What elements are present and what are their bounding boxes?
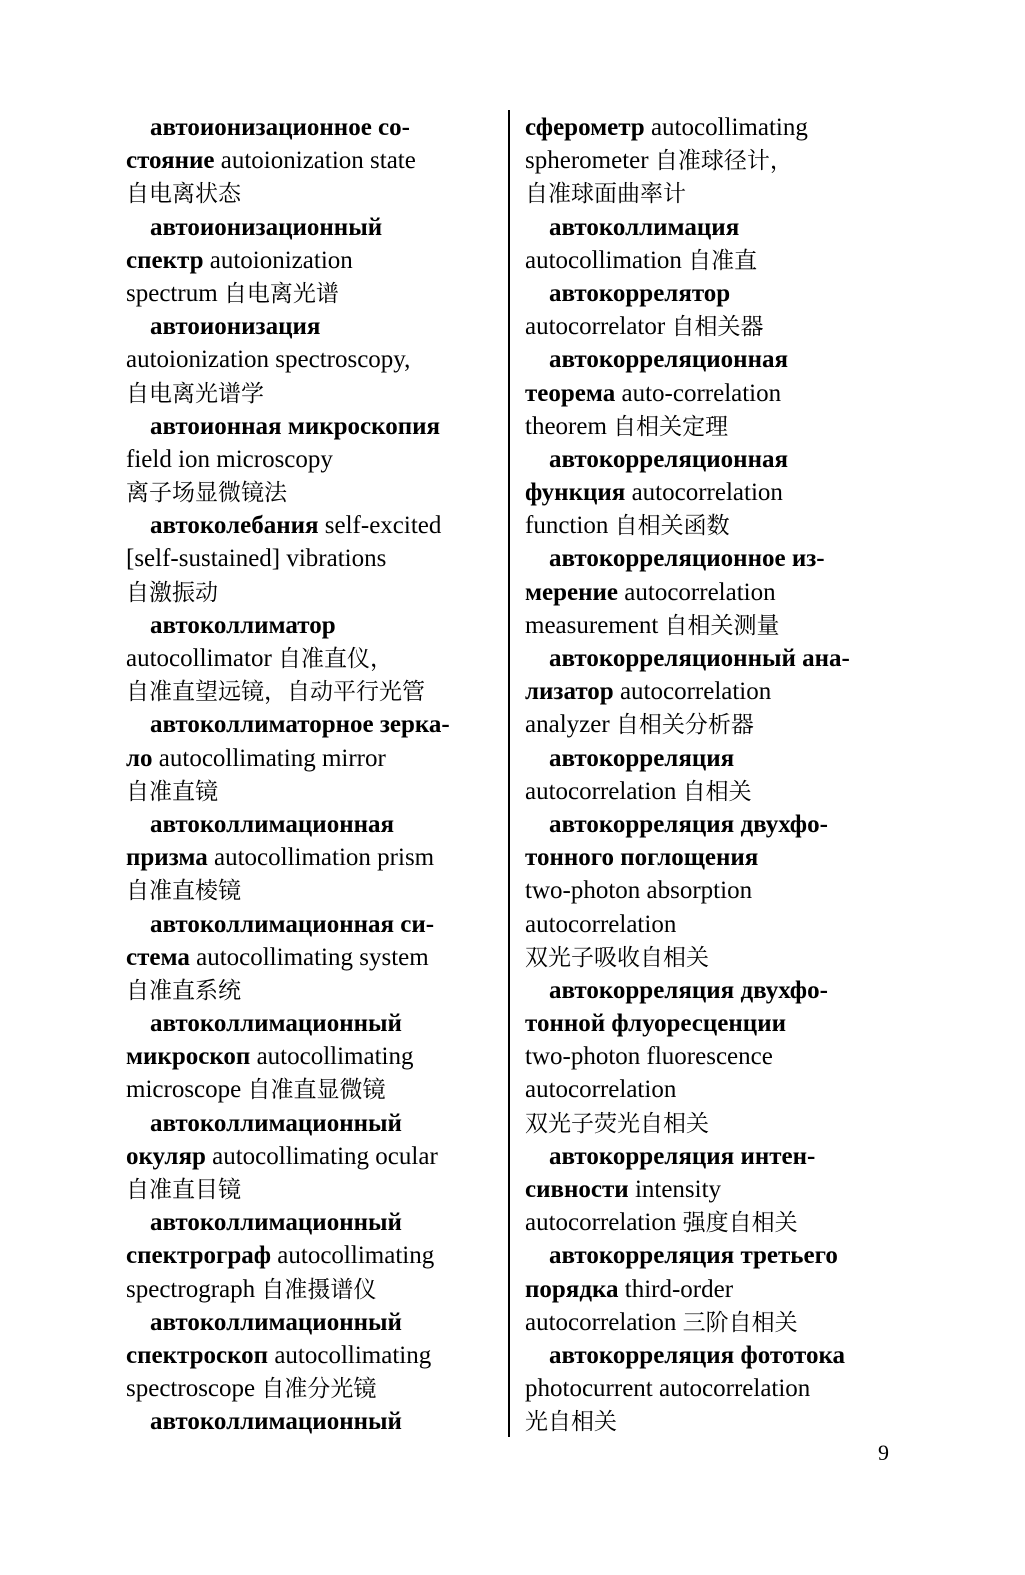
entry-chinese: 强度自相关 <box>682 1210 798 1237</box>
entry-headword: автоионизационное со- <box>150 114 410 141</box>
column-divider <box>508 110 510 1437</box>
entry-chinese: 双光子吸收自相关 <box>525 944 709 971</box>
dictionary-line <box>126 1273 498 1306</box>
dictionary-line <box>525 576 897 609</box>
entry-text: measurement <box>525 611 665 639</box>
dictionary-line <box>126 874 498 907</box>
entry-chinese: 自准球径计， <box>654 148 793 175</box>
entry-text: spherometer <box>525 147 655 175</box>
dictionary-line <box>525 742 897 775</box>
entry-headword: автоионизационный <box>150 213 383 241</box>
entry-text: self-excited <box>318 512 442 540</box>
entry-chinese: 双光子荧光自相关 <box>525 1110 709 1137</box>
entry-text: autocorrelation <box>525 910 677 938</box>
dictionary-line <box>126 1405 498 1438</box>
entry-chinese: 自准摄谱仪 <box>261 1276 377 1303</box>
entry-headword: автокорреляционный ана- <box>549 645 850 672</box>
entry-headword: функция <box>525 479 626 507</box>
dictionary-line <box>126 1306 498 1339</box>
dictionary-line <box>126 144 498 177</box>
dictionary-line <box>126 841 498 874</box>
dictionary-line <box>525 1273 897 1306</box>
entry-headword: автокорреляция двухфо- <box>549 976 828 1004</box>
entry-chinese: 离子场显微镜法 <box>126 480 287 507</box>
dictionary-line <box>525 509 897 542</box>
dictionary-line <box>126 708 498 741</box>
dictionary-line <box>126 1073 498 1106</box>
entry-chinese: 自相关 <box>682 778 752 805</box>
entry-chinese: 自电离光谱 <box>223 280 339 307</box>
dictionary-line <box>126 310 498 343</box>
entry-headword: сивности <box>525 1176 629 1203</box>
entry-headword: автокоррелятор <box>549 279 731 307</box>
entry-headword: автокорреляция третьего <box>549 1242 838 1270</box>
entry-text: autoionization spectroscopy, <box>126 346 411 374</box>
dictionary-line <box>126 1140 498 1173</box>
entry-text: autocollimation prism <box>207 844 435 872</box>
entry-text: autocorrelation <box>618 578 776 606</box>
entry-text: autoionization <box>203 246 353 274</box>
dictionary-line <box>525 443 897 476</box>
entry-headword: автоионная микроскопия <box>150 412 441 440</box>
entry-text: autocorrelation <box>625 479 783 507</box>
entry-text: two-photon fluorescence <box>525 1043 773 1071</box>
dictionary-line <box>525 675 897 708</box>
entry-text: autocollimator <box>126 645 279 672</box>
entry-chinese: 自准球面曲率计 <box>525 181 686 208</box>
dictionary-line <box>126 1007 498 1040</box>
dictionary-line <box>525 542 897 575</box>
dictionary-line <box>126 443 498 476</box>
entry-text: autocorrelation <box>525 1308 683 1336</box>
dictionary-line <box>525 310 897 343</box>
dictionary-line <box>126 1339 498 1372</box>
entry-text: auto-correlation <box>615 379 782 407</box>
dictionary-line <box>126 1107 498 1140</box>
dictionary-line <box>126 974 498 1007</box>
dictionary-line <box>126 642 498 675</box>
dictionary-line <box>126 1206 498 1239</box>
entry-headword: порядка <box>525 1275 619 1303</box>
entry-text: autocollimating <box>268 1341 432 1369</box>
dictionary-line <box>126 244 498 277</box>
dictionary-line <box>525 1306 897 1339</box>
dictionary-line <box>525 1173 897 1206</box>
entry-text: autocorrelation <box>613 678 772 706</box>
dictionary-line <box>126 542 498 575</box>
entry-chinese: 自准直镜 <box>126 778 218 805</box>
entry-headword: спектрограф <box>126 1242 272 1270</box>
entry-headword: автоионизация <box>150 313 321 341</box>
entry-text: analyzer <box>525 711 616 739</box>
dictionary-line <box>525 642 897 675</box>
entry-headword: автоколлимационный <box>150 1408 402 1436</box>
entry-headword: автокорреляция фототока <box>549 1341 846 1369</box>
entry-headword: лизатор <box>525 678 614 706</box>
entry-text: two-photon absorption <box>525 877 753 905</box>
entry-headword: автоколлиматорное зерка- <box>150 711 450 739</box>
entry-headword: мерение <box>525 578 619 606</box>
dictionary-line <box>126 742 498 775</box>
entry-chinese: 自电离光谱学 <box>126 380 264 407</box>
entry-chinese: 自准直目镜 <box>126 1177 241 1203</box>
entry-chinese: 自准直望远镜，自动平行光管 <box>126 679 425 706</box>
entry-text: field ion microscopy <box>126 445 333 473</box>
entry-headword: тонной флуоресценции <box>525 1010 787 1038</box>
entry-text: autocollimating <box>250 1043 414 1071</box>
dictionary-line <box>525 1107 897 1140</box>
page-number: 9 <box>878 1440 889 1465</box>
entry-headword: автокорреляционная <box>549 445 789 473</box>
entry-chinese: 三阶自相关 <box>682 1309 798 1336</box>
entry-headword: автокорреляционная <box>549 346 789 374</box>
dictionary-line <box>525 244 897 277</box>
entry-headword: автоколебания <box>150 512 319 540</box>
entry-headword: автоколлиматор <box>150 611 336 639</box>
dictionary-line <box>126 1173 498 1206</box>
dictionary-line <box>525 277 897 310</box>
dictionary-line <box>525 211 897 244</box>
entry-text: autocollimating mirror <box>152 744 386 772</box>
entry-text: autocollimating ocular <box>205 1142 438 1170</box>
dictionary-line <box>126 1372 498 1405</box>
dictionary-line <box>525 111 897 144</box>
entry-text: autocollimating <box>271 1242 435 1270</box>
dictionary-line <box>126 808 498 841</box>
entry-text: spectrum <box>126 279 224 307</box>
entry-headword: спектроскоп <box>126 1341 269 1369</box>
entry-headword: автокорреляция <box>549 744 735 772</box>
dictionary-line <box>525 1073 897 1106</box>
dictionary-line <box>525 377 897 410</box>
dictionary-line <box>126 343 498 376</box>
dictionary-line <box>525 708 897 741</box>
entry-text: function <box>525 512 615 540</box>
entry-headword: автоколлимационный <box>150 1109 402 1137</box>
entry-chinese: 自准直显微镜 <box>247 1077 386 1104</box>
dictionary-line <box>525 1372 897 1405</box>
dictionary-line <box>525 1206 897 1239</box>
entry-text: autocollimating system <box>189 943 429 971</box>
left-column <box>126 111 498 1439</box>
dictionary-line <box>525 908 897 941</box>
dictionary-line <box>525 343 897 376</box>
entry-text: spectroscope <box>126 1375 262 1403</box>
entry-chinese: 自准直仪， <box>278 646 394 672</box>
entry-text: autocorrelator <box>525 313 672 341</box>
dictionary-line <box>525 1040 897 1073</box>
entry-headword: автокорреляция двухфо- <box>549 810 828 838</box>
entry-headword: ло <box>126 744 153 772</box>
entry-text: autocorrelation <box>525 1076 677 1104</box>
entry-headword: окуляр <box>126 1142 206 1170</box>
dictionary-line <box>525 177 897 210</box>
entry-headword: теорема <box>525 379 616 407</box>
entry-chinese: 自电离状态 <box>126 181 241 208</box>
dictionary-line <box>525 1405 897 1438</box>
dictionary-line <box>525 476 897 509</box>
entry-headword: тонного поглощения <box>525 844 759 872</box>
entry-text: [self-sustained] vibrations <box>126 545 387 573</box>
entry-headword: автоколлимационный <box>150 1010 402 1038</box>
entry-chinese: 自准直棱镜 <box>126 878 241 905</box>
entry-chinese: 自相关器 <box>671 314 764 341</box>
dictionary-line <box>126 1239 498 1272</box>
dictionary-line <box>525 1339 897 1372</box>
entry-chinese: 自相关测量 <box>664 612 780 639</box>
entry-headword: автоколлимационный <box>150 1209 402 1237</box>
dictionary-line <box>126 277 498 310</box>
dictionary-line <box>525 841 897 874</box>
dictionary-line <box>126 509 498 542</box>
dictionary-line <box>525 808 897 841</box>
entry-text: theorem <box>525 412 614 440</box>
dictionary-line <box>126 410 498 443</box>
entry-headword: микроскоп <box>126 1043 251 1071</box>
entry-text: intensity <box>628 1176 722 1203</box>
dictionary-line <box>525 941 897 974</box>
entry-headword: автокорреляционное из- <box>549 545 825 573</box>
dictionary-line <box>126 675 498 708</box>
entry-headword: стема <box>126 943 190 971</box>
dictionary-line <box>525 410 897 443</box>
entry-headword: автокорреляция интен- <box>549 1142 816 1170</box>
dictionary-line <box>525 775 897 808</box>
entry-text: autocollimating <box>644 114 808 141</box>
dictionary-line <box>525 609 897 642</box>
right-column <box>525 111 897 1439</box>
entry-headword: сферометр <box>525 114 645 141</box>
entry-headword: автоколлимационная <box>150 810 395 838</box>
entry-text: autocorrelation <box>525 1209 683 1237</box>
entry-chinese: 自相关分析器 <box>615 712 754 739</box>
entry-text: microscope <box>126 1076 248 1104</box>
entry-text: autoionization state <box>214 147 416 175</box>
dictionary-line <box>126 775 498 808</box>
dictionary-line <box>126 111 498 144</box>
entry-headword: автоколлимация <box>549 213 740 241</box>
entry-chinese: 自准直 <box>688 247 758 274</box>
dictionary-line <box>525 1140 897 1173</box>
entry-headword: стояние <box>126 147 215 175</box>
dictionary-line <box>126 377 498 410</box>
dictionary-line <box>126 609 498 642</box>
entry-headword: призма <box>126 844 208 872</box>
dictionary-line <box>126 941 498 974</box>
dictionary-line <box>525 974 897 1007</box>
dictionary-line <box>126 211 498 244</box>
entry-text: third-order <box>618 1275 734 1303</box>
dictionary-line <box>126 476 498 509</box>
dictionary-line <box>525 1239 897 1272</box>
entry-headword: автоколлимационная си- <box>150 910 435 938</box>
dictionary-line <box>525 144 897 177</box>
entry-chinese: 自相关函数 <box>614 513 730 540</box>
entry-chinese: 自激振动 <box>126 579 218 606</box>
dictionary-line <box>525 874 897 907</box>
dictionary-line <box>525 1007 897 1040</box>
entry-text: photocurrent autocorrelation <box>525 1375 811 1403</box>
entry-headword: спектр <box>126 246 204 274</box>
dictionary-line <box>126 908 498 941</box>
entry-chinese: 自相关定理 <box>613 413 729 440</box>
dictionary-line <box>126 1040 498 1073</box>
entry-text: autocorrelation <box>525 777 683 805</box>
entry-text: autocollimation <box>525 246 689 274</box>
entry-text: spectrograph <box>126 1275 262 1303</box>
dictionary-line <box>126 177 498 210</box>
entry-chinese: 光自相关 <box>525 1409 617 1436</box>
dictionary-line <box>126 576 498 609</box>
entry-headword: автоколлимационный <box>150 1308 402 1336</box>
entry-chinese: 自准分光镜 <box>261 1376 377 1403</box>
entry-chinese: 自准直系统 <box>126 977 241 1004</box>
